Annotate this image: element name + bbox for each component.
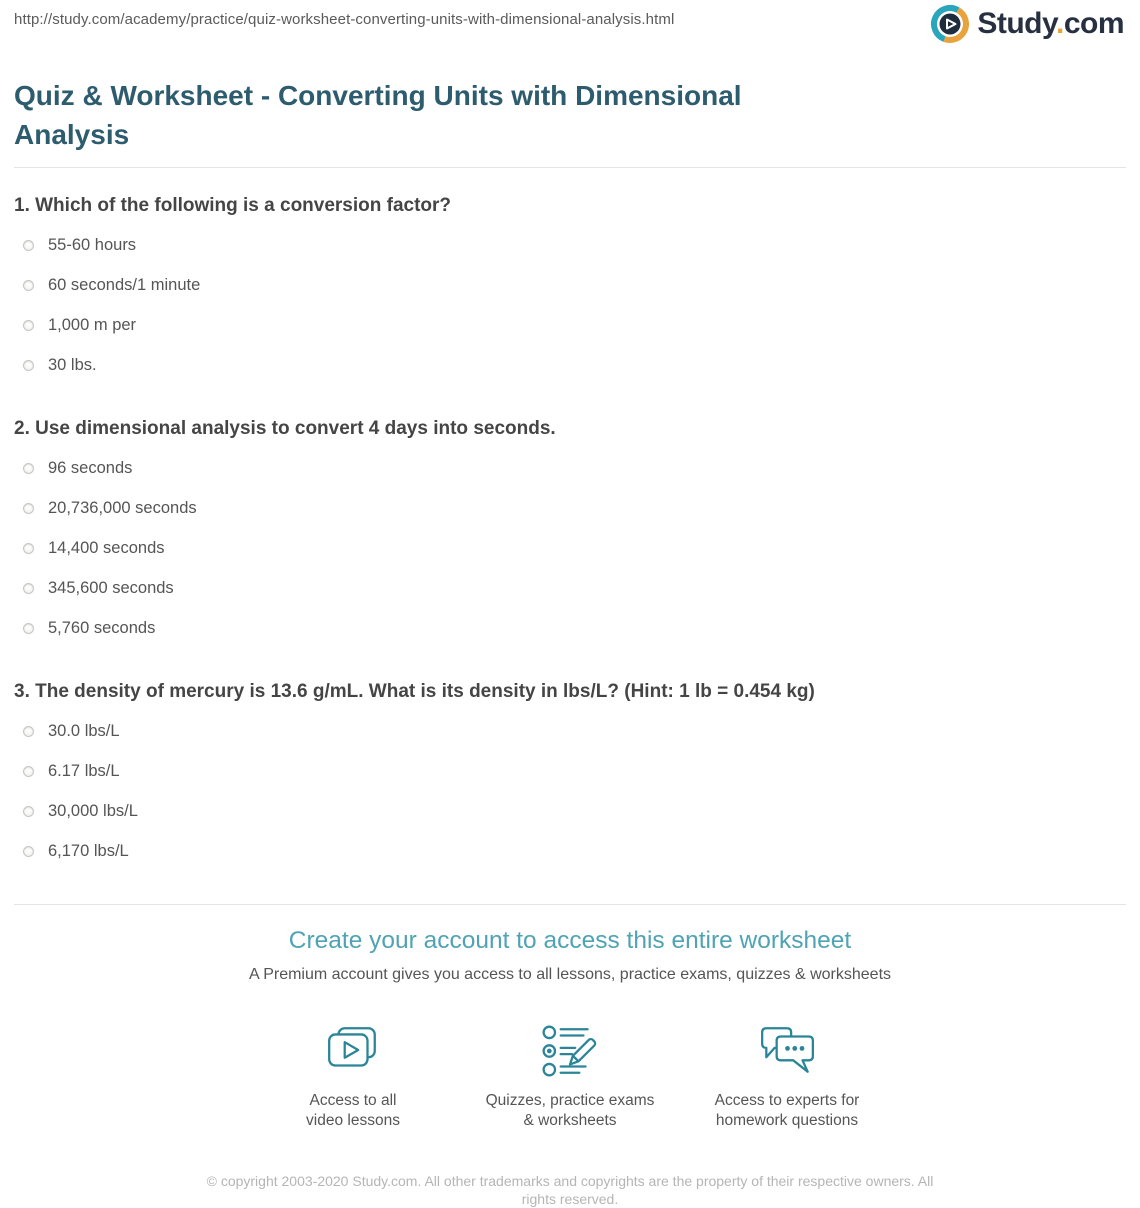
caption-line: homework questions bbox=[715, 1112, 859, 1129]
question-3 bbox=[14, 681, 1126, 871]
question-1 bbox=[14, 195, 1126, 385]
option-label: 20,736,000 seconds bbox=[48, 499, 197, 517]
caption-line: Access to experts for bbox=[714, 1092, 860, 1109]
feature-quizzes-worksheets bbox=[462, 1023, 679, 1131]
option-label: 6,170 lbs/L bbox=[48, 842, 129, 860]
question-2 bbox=[14, 418, 1126, 648]
studycom-logo[interactable] bbox=[930, 4, 1124, 44]
option-label: 14,400 seconds bbox=[48, 539, 165, 557]
radio-button[interactable] bbox=[23, 806, 34, 817]
copyright-notice: © copyright 2003-2020 Study.com. All other trademarks and copyrights are the property of their respective owners. All rights reserved. bbox=[206, 1173, 934, 1207]
question-3-option-2[interactable] bbox=[23, 751, 1126, 791]
page-title: Quiz & Worksheet - Converting Units with Dimensional Analysis bbox=[14, 80, 742, 150]
radio-button[interactable] bbox=[23, 280, 34, 291]
feature-caption bbox=[245, 1091, 462, 1131]
question-2-option-5[interactable] bbox=[23, 608, 1126, 648]
logo-dot: . bbox=[1055, 7, 1064, 40]
caption-line: video lessons bbox=[306, 1112, 400, 1129]
radio-button[interactable] bbox=[23, 543, 34, 554]
option-label: 96 seconds bbox=[48, 459, 133, 477]
option-label: 55-60 hours bbox=[48, 236, 137, 254]
play-circle-logo-icon bbox=[930, 4, 970, 44]
radio-button[interactable] bbox=[23, 463, 34, 474]
question-3-option-1[interactable] bbox=[23, 711, 1126, 751]
radio-button[interactable] bbox=[23, 240, 34, 251]
option-label: 345,600 seconds bbox=[48, 579, 174, 597]
feature-caption bbox=[679, 1091, 896, 1131]
question-2-option-4[interactable] bbox=[23, 568, 1126, 608]
question-3-option-4[interactable] bbox=[23, 831, 1126, 871]
logo-com: com bbox=[1063, 7, 1124, 40]
radio-button[interactable] bbox=[23, 623, 34, 634]
logo-study: Study bbox=[977, 7, 1056, 40]
question-1-option-2[interactable] bbox=[23, 265, 1126, 305]
radio-button[interactable] bbox=[23, 766, 34, 777]
cta-subheading: A Premium account gives you access to all lessons, practice exams, quizzes & worksheets bbox=[248, 966, 892, 983]
option-label: 1,000 m per bbox=[48, 316, 137, 334]
quiz-questions bbox=[0, 168, 1140, 871]
logo-wordmark bbox=[977, 4, 1124, 44]
radio-button[interactable] bbox=[23, 320, 34, 331]
question-1-option-1[interactable] bbox=[23, 225, 1126, 265]
radio-button[interactable] bbox=[23, 503, 34, 514]
question-2-option-3[interactable] bbox=[23, 528, 1126, 568]
option-label: 60 seconds/1 minute bbox=[48, 276, 201, 294]
question-2-heading: 2. Use dimensional analysis to convert 4 days into seconds. bbox=[14, 418, 556, 439]
question-2-option-1[interactable] bbox=[23, 448, 1126, 488]
question-1-option-3[interactable] bbox=[23, 305, 1126, 345]
radio-button[interactable] bbox=[23, 583, 34, 594]
question-2-option-2[interactable] bbox=[23, 488, 1126, 528]
radio-button[interactable] bbox=[23, 846, 34, 857]
question-1-heading: 1. Which of the following is a conversion factor? bbox=[14, 195, 452, 216]
chat-experts-icon bbox=[757, 1023, 817, 1079]
create-account-section bbox=[0, 905, 1140, 1131]
caption-line: Access to all bbox=[309, 1092, 397, 1109]
caption-line: Quizzes, practice exams bbox=[485, 1092, 655, 1109]
question-3-heading: 3. The density of mercury is 13.6 g/mL. What is its density in lbs/L? (Hint: 1 lb = 0.454 kg) bbox=[14, 681, 815, 702]
question-1-option-4[interactable] bbox=[23, 345, 1126, 385]
feature-expert-chat bbox=[679, 1023, 896, 1131]
quizzes-worksheets-icon bbox=[540, 1023, 600, 1079]
option-label: 30,000 lbs/L bbox=[48, 802, 138, 820]
video-lessons-icon bbox=[324, 1023, 382, 1079]
header bbox=[0, 0, 1140, 50]
radio-button[interactable] bbox=[23, 726, 34, 737]
feature-video-lessons bbox=[245, 1023, 462, 1131]
option-label: 6.17 lbs/L bbox=[48, 762, 120, 780]
cta-heading[interactable]: Create your account to access this entire worksheet bbox=[288, 927, 852, 954]
page-url: http://study.com/academy/practice/quiz-worksheet-converting-units-with-dimensional-analysis.html bbox=[14, 11, 675, 28]
feature-caption bbox=[462, 1091, 679, 1131]
option-label: 30 lbs. bbox=[48, 356, 97, 374]
features-row bbox=[0, 1023, 1140, 1131]
question-3-option-3[interactable] bbox=[23, 791, 1126, 831]
caption-line: & worksheets bbox=[523, 1112, 617, 1129]
option-label: 30.0 lbs/L bbox=[48, 722, 120, 740]
radio-button[interactable] bbox=[23, 360, 34, 371]
option-label: 5,760 seconds bbox=[48, 619, 156, 637]
